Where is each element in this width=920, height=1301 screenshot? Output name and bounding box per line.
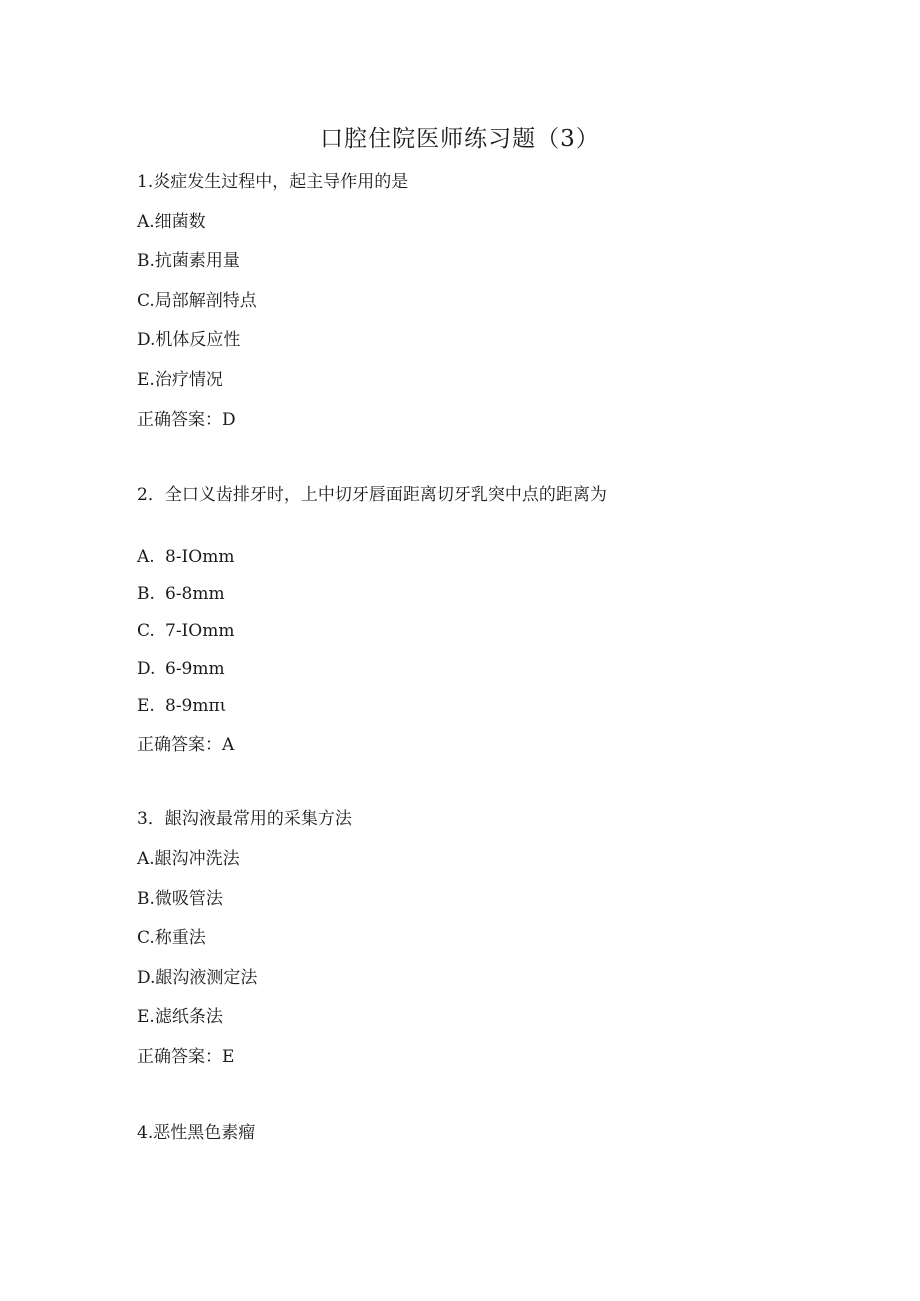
question-3-option-c: C.称重法	[137, 928, 206, 948]
question-1-answer: 正确答案：D	[137, 410, 236, 430]
question-3-stem: 3．龈沟液最常用的采集方法	[137, 809, 352, 829]
question-2-option-a	[137, 546, 234, 568]
question-3-option-b: B.微吸管法	[137, 889, 223, 909]
page-title: 口腔住院医师练习题（3）	[320, 126, 600, 152]
question-2-stem: 2．全口义齿排牙时，上中切牙唇面距离切牙乳突中点的距离为	[137, 485, 607, 505]
option-letter: B.	[137, 584, 155, 604]
question-1-option-d: D.机体反应性	[137, 330, 241, 350]
option-text: 6-8mm	[165, 584, 225, 604]
question-1-option-b: B.抗菌素用量	[137, 251, 240, 271]
question-2-option-c	[137, 620, 234, 642]
option-text: 7-IOmm	[165, 621, 235, 641]
question-2-option-b	[137, 583, 225, 605]
option-letter: D.	[137, 659, 156, 679]
question-2-answer: 正确答案：A	[137, 735, 235, 755]
question-3-option-e: E.滤纸条法	[137, 1007, 223, 1027]
question-2-option-d	[137, 658, 225, 680]
option-text: 8-9mπι	[165, 696, 227, 716]
question-3-answer: 正确答案：E	[137, 1047, 235, 1067]
question-2-option-e	[137, 695, 226, 717]
question-1-option-e: E.治疗情况	[137, 370, 223, 390]
question-3-option-d: D.龈沟液测定法	[137, 968, 258, 988]
question-1-option-c: C.局部解剖特点	[137, 291, 257, 311]
option-letter: C.	[137, 621, 155, 641]
option-text: 8-IOmm	[165, 547, 235, 567]
option-letter: A.	[137, 547, 155, 567]
question-3-option-a: A.龈沟冲洗法	[137, 849, 240, 869]
option-letter: E.	[137, 696, 155, 716]
question-1-option-a: A.细菌数	[137, 212, 206, 232]
option-text: 6-9mm	[165, 659, 225, 679]
question-1-stem: 1.炎症发生过程中，起主导作用的是	[137, 172, 409, 192]
question-4-stem: 4.恶性黑色素瘤	[137, 1123, 256, 1143]
